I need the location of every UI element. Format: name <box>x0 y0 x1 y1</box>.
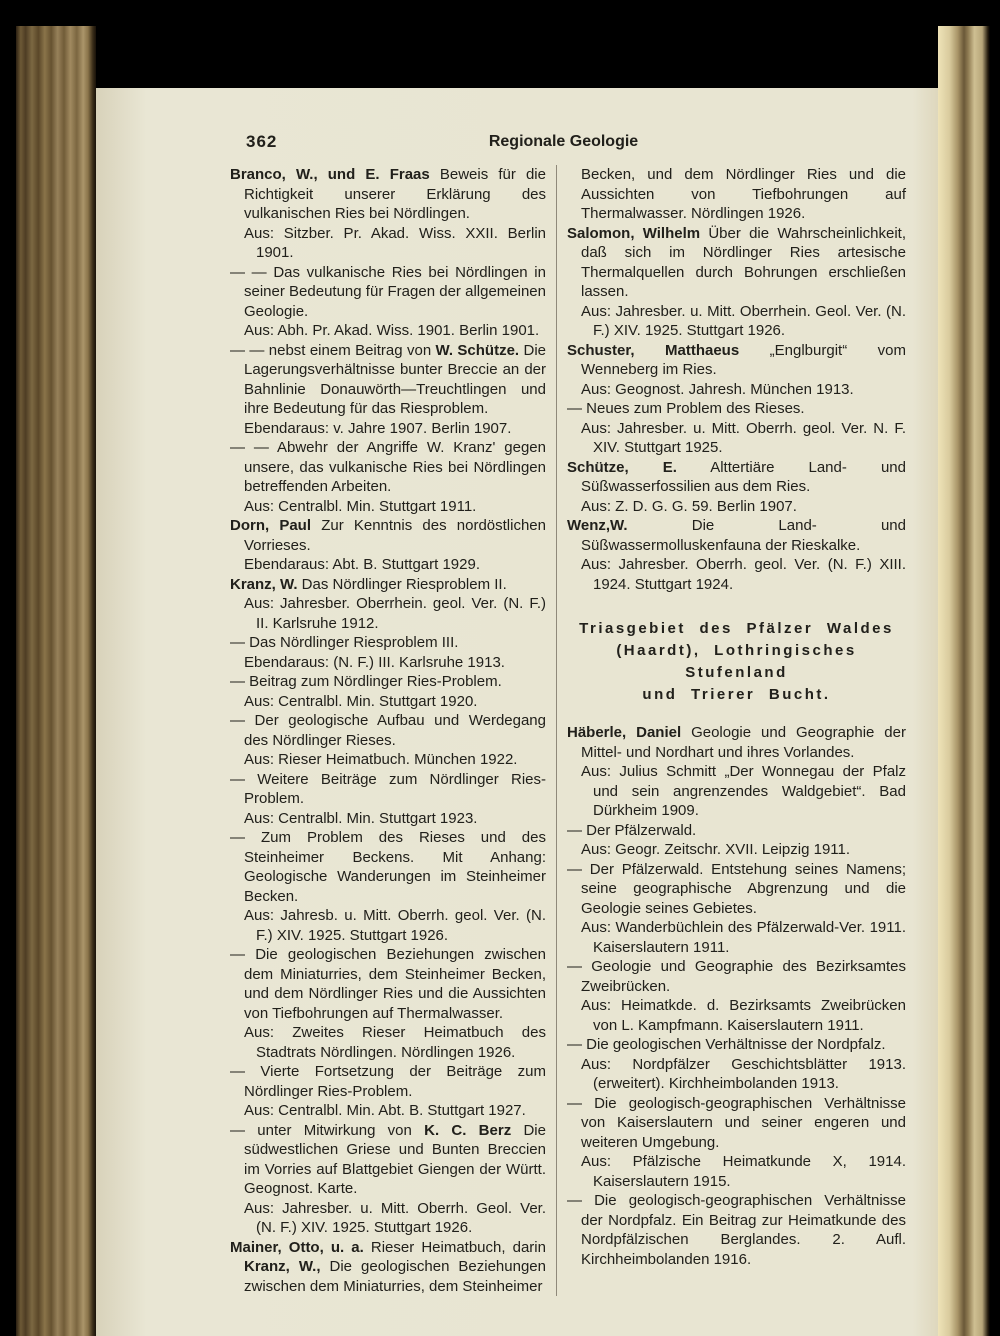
author-name: Branco, W., und E. Fraas <box>230 166 430 183</box>
page-number: 362 <box>246 132 278 151</box>
right-column <box>567 165 906 1296</box>
entry-reference: Ebendaraus: Abt. B. Stuttgart 1929. <box>244 556 480 573</box>
entry-reference: Aus: Jahresber. u. Mitt. Oberrh. Geol. Ver. (N. F.) XIV. 1925. Stuttgart 1926. <box>244 1199 546 1236</box>
book-top-edge <box>16 26 940 90</box>
author-name: Schütze, E. <box>567 458 677 476</box>
entry-reference: Aus: Wanderbüchlein des Pfälzerwald-Ver. 1911. Kaiserslautern 1911. <box>581 919 906 956</box>
entry-reference: Aus: Jahresber. u. Mitt. Oberrhein. Geol. Ver. (N. F.) XIV. 1925. Stuttgart 1926. <box>581 302 906 339</box>
bibliography-entry: — Weitere Beiträge zum Nördlinger Ries-Problem. <box>230 770 546 807</box>
bibliography-entry: — unter Mitwirkung von K. C. Berz Die südwestlichen Griese und Bunten Breccien im Vorries auf Blattgebiet Giengen der Württ. Geognost. Karte. <box>230 1121 546 1197</box>
entry-reference: Aus: Zweites Rieser Heimatbuch des Stadtrats Nördlingen. Nördlingen 1926. <box>244 1024 546 1061</box>
entry-reference: Aus: Pfälzische Heimatkunde X, 1914. Kaiserslautern 1915. <box>581 1153 906 1190</box>
entry-reference: Aus: Jahresb. u. Mitt. Oberrh. geol. Ver. (N. F.) XIV. 1925. Stuttgart 1926. <box>244 907 546 944</box>
author-name: Dorn, Paul <box>230 517 312 534</box>
entry-reference: Aus: Sitzber. Pr. Akad. Wiss. XXII. Berlin 1901. <box>244 224 546 261</box>
entry-reference: Aus: Rieser Heimatbuch. München 1922. <box>244 751 518 768</box>
entry-reference: Aus: Heimatkde. d. Bezirksamts Zweibrücken von L. Kampfmann. Kaiserslautern 1911. <box>581 997 906 1034</box>
entry-reference: Aus: Geogr. Zeitschr. XVII. Leipzig 1911. <box>581 841 851 858</box>
bibliography-entry: — Vierte Fortsetzung der Beiträge zum Nördlinger Ries-Problem. <box>230 1063 546 1100</box>
bibliography-entry: Salomon, Wilhelm Über die Wahrscheinlichkeit, daß sich im Nördlinger Ries artesische Thermalquellen durch Bohrungen erschließen lassen. <box>567 224 906 300</box>
bibliography-entry: — — Abwehr der Angriffe W. Kranz' gegen unsere, das vulkanische Ries bei Nördlingen betreffenden Arbeiten. <box>230 439 546 495</box>
bibliography-entry: — Neues zum Problem des Rieses. <box>567 400 805 417</box>
entry-reference: Ebendaraus: v. Jahre 1907. Berlin 1907. <box>244 419 512 437</box>
entry-reference: Aus: Centralbl. Min. Stuttgart 1911. <box>244 497 477 515</box>
author-name: Kranz, W. <box>230 575 298 593</box>
bibliography-entry: — Der Pfälzerwald. <box>567 821 697 839</box>
bibliography-entry: Häberle, Daniel Geologie und Geographie der Mittel- und Nordhart und ihres Vorlandes. <box>567 724 906 761</box>
book-page <box>96 88 938 1336</box>
bibliography-entry: Schütze, E. Alttertiäre Land- und Süßwasserfossilien aus dem Ries. <box>567 458 906 495</box>
entry-reference: Aus: Julius Schmitt „Der Wonnegau der Pfalz und sein angrenzendes Waldgebiet“. Bad Dürkheim 1909. <box>581 763 906 819</box>
author-name: K. C. Berz <box>424 1121 512 1139</box>
author-name: Salomon, Wilhelm <box>567 224 701 242</box>
bibliography-entry: Branco, W., und E. Fraas Beweis für die Richtigkeit unserer Erklärung des vulkanischen Ries bei Nördlingen. <box>230 166 546 222</box>
section-heading-line: Triasgebiet des Pfälzer Waldes <box>579 620 894 637</box>
author-name: Häberle, Daniel <box>567 724 682 741</box>
author-name: W. Schütze. <box>435 341 520 359</box>
bibliography-entry: — — Das vulkanische Ries bei Nördlingen in seiner Bedeutung für Fragen der allgemeinen Geologie. <box>230 263 546 320</box>
bibliography-entry: — Geologie und Geographie des Bezirksamtes Zweibrücken. <box>567 958 906 995</box>
page-content <box>230 132 906 1296</box>
page-header <box>230 132 906 152</box>
bibliography-entry: Dorn, Paul Zur Kenntnis des nordöstlichen Vorrieses. <box>230 517 546 554</box>
left-column <box>230 165 546 1296</box>
bibliography-entry: — Die geologisch-geographischen Verhältnisse der Nordpfalz. Ein Beitrag zur Heimatkunde des Nordpfälzischen Berglandes. 2. Aufl. Kirchheimbolanden 1916. <box>567 1192 906 1268</box>
section-heading-line: (Haardt), Lothringisches Stufenland <box>616 642 857 681</box>
section-heading <box>567 618 906 706</box>
entry-reference: Aus: Jahresber. u. Mitt. Oberrh. geol. Ver. N. F. XIV. Stuttgart 1925. <box>581 419 906 456</box>
bibliography-entry: Wenz,W. Die Land- und Süßwassermolluskenfauna der Rieskalke. <box>567 517 906 554</box>
entry-reference: Ebendaraus: (N. F.) III. Karlsruhe 1913. <box>244 653 505 671</box>
bibliography-entry: — Die geologischen Beziehungen zwischen dem Miniaturries, dem Steinheimer Becken, und dem Nördlinger Ries und die Aussichten von Tiefbohrungen auf Thermalwasser. <box>230 946 546 1022</box>
bibliography-entry: — Beitrag zum Nördlinger Ries-Problem. <box>230 673 502 690</box>
bibliography-entry: — Die geologischen Verhältnisse der Nordpfalz. <box>567 1036 886 1053</box>
section-heading-line: und Trierer Bucht. <box>642 686 831 703</box>
entry-reference: Aus: Geognost. Jahresh. München 1913. <box>581 380 854 398</box>
bibliography-entry: Mainer, Otto, u. a. Rieser Heimatbuch, darin Kranz, W., Die geologischen Beziehungen zwischen dem Miniaturries, dem Steinheimer <box>230 1238 546 1295</box>
bibliography-entry: — — nebst einem Beitrag von W. Schütze. Die Lagerungsverhältnisse bunter Breccie an der Bahnlinie Donauwörth—Treuchtlingen und ihre Bedeutung für das Riesproblem. <box>230 341 546 417</box>
bibliography-entry: — Der Pfälzerwald. Entstehung seines Namens; seine geographische Abgrenzung und die Geologie seines Gebietes. <box>567 860 906 917</box>
author-name: Kranz, W., <box>244 1258 321 1275</box>
author-name: Mainer, Otto, u. a. <box>230 1238 364 1256</box>
text-columns <box>230 165 906 1296</box>
running-title: Regionale Geologie <box>488 133 639 150</box>
book-fore-edge <box>938 26 990 1336</box>
book-spine-page-stack <box>16 26 96 1336</box>
bibliography-entry: Becken, und dem Nördlinger Ries und die Aussichten von Tiefbohrungen auf Thermalwasser. Nördlingen 1926. <box>581 166 906 222</box>
entry-reference: Aus: Jahresber. Oberrhein. geol. Ver. (N. F.) II. Karlsruhe 1912. <box>244 595 546 632</box>
entry-reference: Aus: Abh. Pr. Akad. Wiss. 1901. Berlin 1901. <box>244 322 540 339</box>
bibliography-entry: — Zum Problem des Rieses und des Steinheimer Beckens. Mit Anhang: Geologische Wanderungen im Steinheimer Becken. <box>230 829 546 905</box>
entry-reference: Aus: Centralbl. Min. Stuttgart 1920. <box>244 692 478 710</box>
entry-reference: Aus: Centralbl. Min. Abt. B. Stuttgart 1927. <box>244 1102 526 1119</box>
entry-reference: Aus: Centralbl. Min. Stuttgart 1923. <box>244 809 478 827</box>
column-divider <box>556 165 557 1296</box>
entry-reference: Aus: Jahresber. Oberrh. geol. Ver. (N. F.) XIII. 1924. Stuttgart 1924. <box>581 556 906 593</box>
bibliography-entry: — Die geologisch-geographischen Verhältnisse von Kaiserslautern und seiner engeren und weiteren Umgebung. <box>567 1094 906 1151</box>
entry-reference: Aus: Z. D. G. G. 59. Berlin 1907. <box>581 497 797 515</box>
entry-reference: Aus: Nordpfälzer Geschichtsblätter 1913. (erweitert). Kirchheimbolanden 1913. <box>581 1055 906 1092</box>
bibliography-entry: Kranz, W. Das Nördlinger Riesproblem II. <box>230 575 507 593</box>
bibliography-entry: — Das Nördlinger Riesproblem III. <box>230 634 459 651</box>
author-name: Schuster, Matthaeus <box>567 341 740 359</box>
bibliography-entry: Schuster, Matthaeus „Englburgit“ vom Wenneberg im Ries. <box>567 341 906 378</box>
author-name: Wenz,W. <box>567 517 628 534</box>
bibliography-entry: — Der geologische Aufbau und Werdegang des Nördlinger Rieses. <box>230 712 546 749</box>
